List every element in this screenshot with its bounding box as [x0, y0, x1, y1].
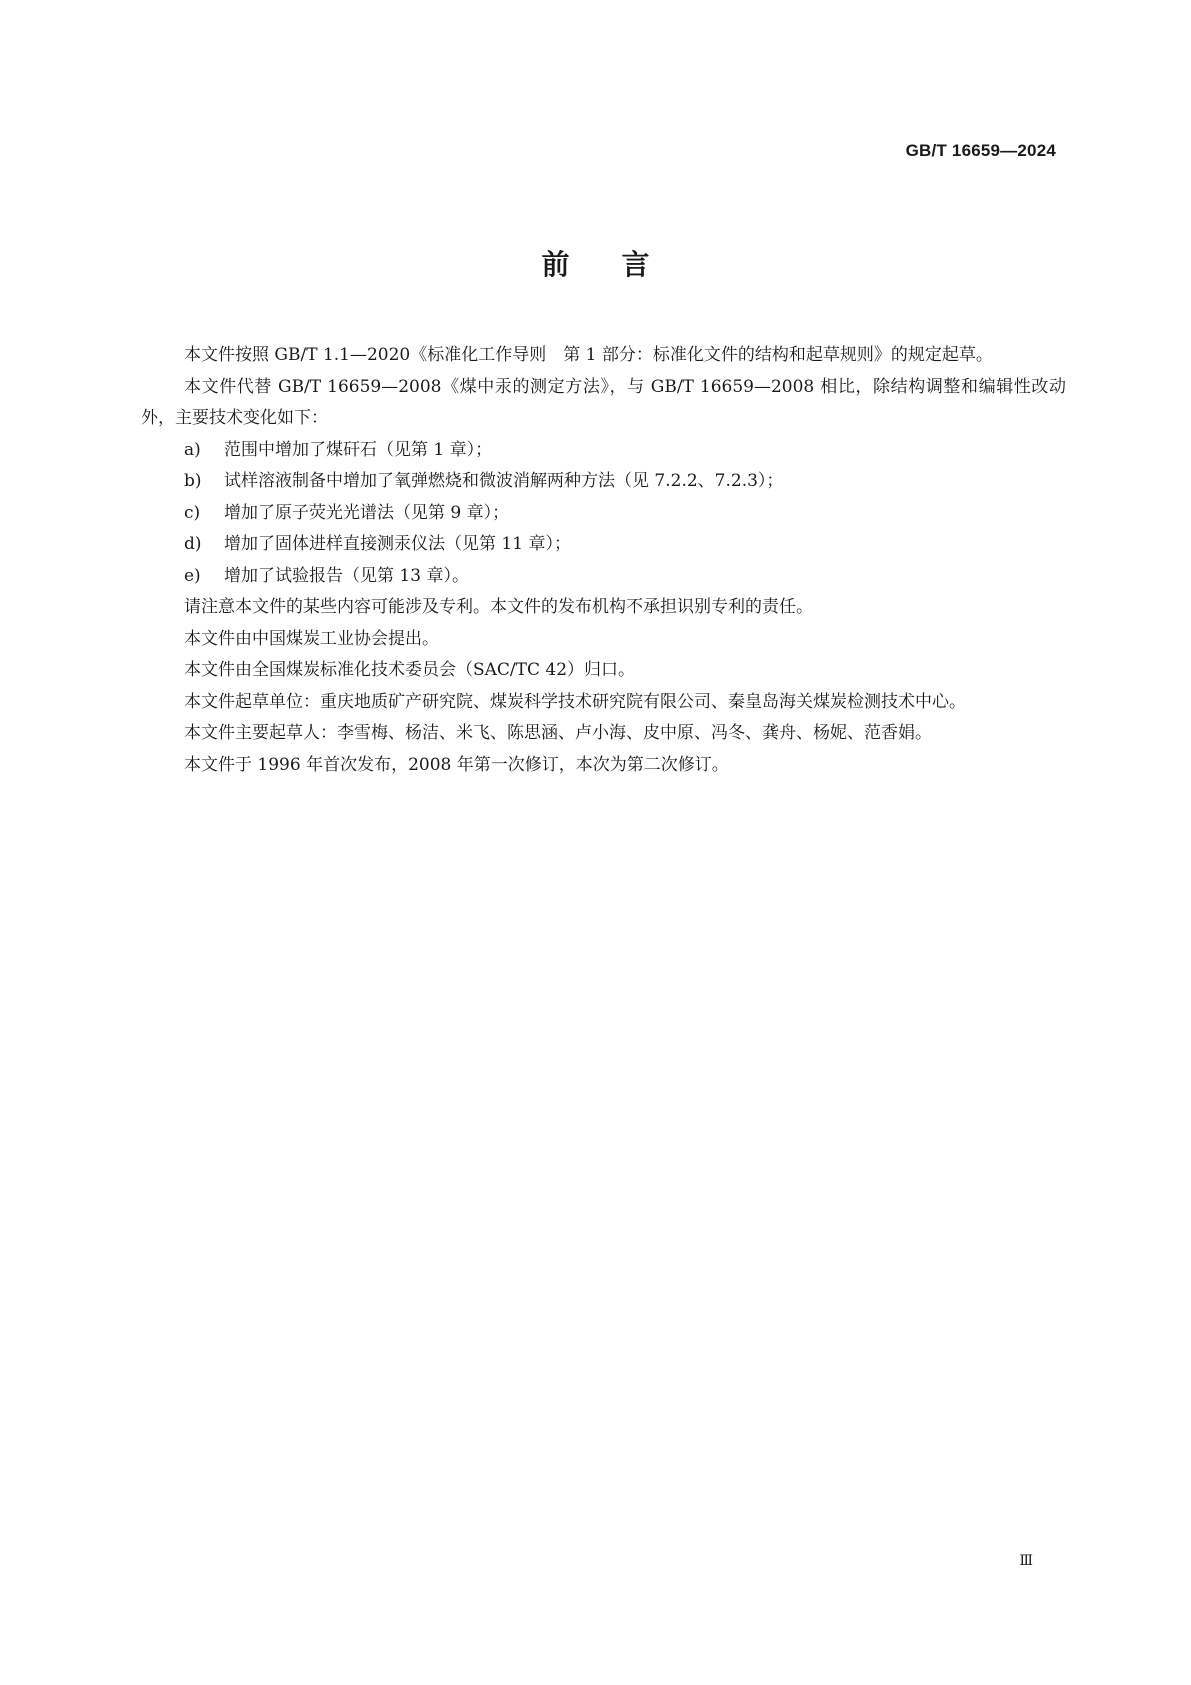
foreword-body — [141, 340, 1066, 781]
list-item — [141, 498, 1066, 530]
standard-number: GB/T 16659—2024 — [905, 141, 1056, 160]
list-item-label: e) — [184, 565, 201, 586]
paragraph-drafters: 本文件主要起草人：李雪梅、杨洁、米飞、陈思涵、卢小海、皮中原、冯冬、龚舟、杨妮、范香娟。 — [184, 723, 932, 743]
list-item-label: c) — [184, 502, 201, 523]
paragraph-patent-notice: 请注意本文件的某些内容可能涉及专利。本文件的发布机构不承担识别专利的责任。 — [184, 597, 813, 617]
list-item — [141, 561, 1066, 593]
list-item-text: 范围中增加了煤矸石（见第 1 章）； — [224, 439, 493, 460]
list-item-label: b) — [184, 471, 202, 491]
page-title: 前言 — [541, 248, 702, 281]
paragraph-replacement: 本文件代替 GB/T 16659—2008《煤中汞的测定方法》，与 GB/T 16659—2008 相比，除结构调整和编辑性改动外，主要技术变化如下： — [141, 376, 1066, 428]
list-item-text: 增加了原子荧光光谱法（见第 9 章）； — [224, 502, 510, 523]
list-item-label: a) — [184, 439, 201, 460]
list-item-label: d) — [184, 534, 202, 554]
paragraph-technical-committee: 本文件由全国煤炭标准化技术委员会（SAC/TC 42）归口。 — [184, 660, 636, 680]
paragraph-proposer: 本文件由中国煤炭工业协会提出。 — [184, 628, 439, 649]
paragraph-drafting-rules: 本文件按照 GB/T 1.1—2020《标准化工作导则 第 1 部分：标准化文件的结构和起草规则》的规定起草。 — [184, 345, 993, 365]
list-item-text: 增加了试验报告（见第 13 章）。 — [224, 565, 469, 586]
page-number: Ⅲ — [1019, 1553, 1033, 1569]
list-item-text: 增加了固体进样直接测汞仪法（见第 11 章）； — [224, 534, 571, 554]
paragraph-drafting-units: 本文件起草单位：重庆地质矿产研究院、煤炭科学技术研究院有限公司、秦皇岛海关煤炭检测技术中心。 — [184, 691, 966, 712]
list-item — [141, 466, 1066, 498]
list-item-text: 试样溶液制备中增加了氧弹燃烧和微波消解两种方法（见 7.2.2、7.2.3）； — [224, 471, 784, 491]
paragraph-publication-history: 本文件于 1996 年首次发布，2008 年第一次修订，本次为第二次修订。 — [184, 754, 729, 775]
list-item — [141, 435, 1066, 467]
list-item — [141, 529, 1066, 561]
